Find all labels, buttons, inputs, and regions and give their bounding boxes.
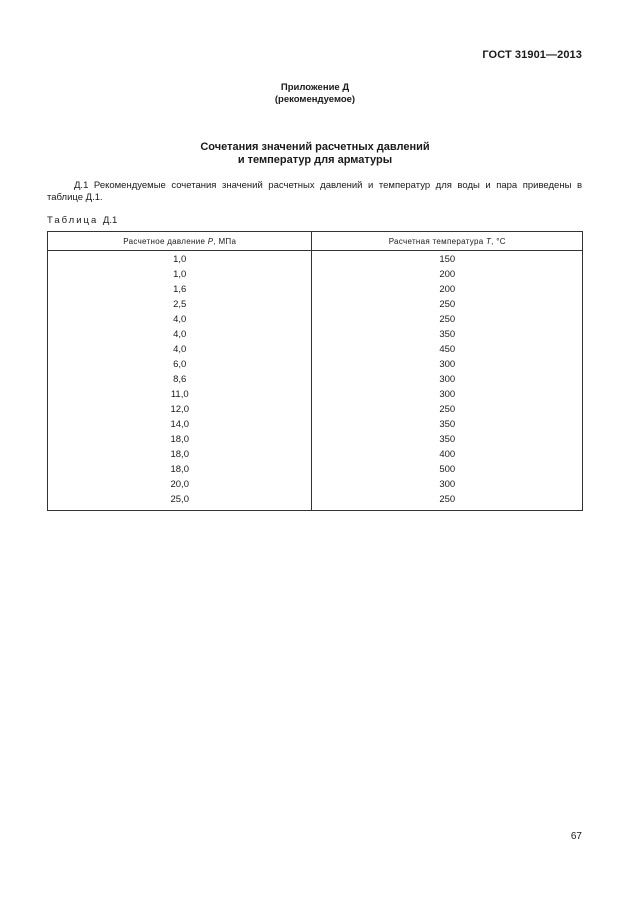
table-caption-label: Таблица [47,215,99,226]
pressure-cell: 18,0 [48,432,312,447]
temperature-cell: 300 [312,387,583,402]
table-row [48,312,583,327]
table-row [48,267,583,282]
pressure-cell: 11,0 [48,387,312,402]
table-row [48,357,583,372]
table-row [48,417,583,432]
temperature-cell: 250 [312,297,583,312]
pressure-cell: 25,0 [48,492,312,511]
temperature-cell: 350 [312,432,583,447]
table-row [48,372,583,387]
table-row [48,252,583,267]
appendix-title: Приложение Д [280,82,350,93]
table-row [48,282,583,297]
pressure-cell: 1,6 [48,282,312,297]
pressure-cell: 12,0 [48,402,312,417]
table-row [48,342,583,357]
pressure-cell: 6,0 [48,357,312,372]
table-caption [47,215,117,226]
temperature-cell: 350 [312,327,583,342]
pressure-cell: 14,0 [48,417,312,432]
table-row [48,327,583,342]
table-row [48,387,583,402]
document-code: ГОСТ 31901—2013 [482,49,582,61]
pressure-cell: 1,0 [48,252,312,267]
column-header-pressure: Расчетное давление P, МПа [48,232,312,251]
pressure-cell: 8,6 [48,372,312,387]
page-number: 67 [570,831,582,842]
table-row [48,447,583,462]
table-caption-number: Д.1 [102,215,118,226]
pressure-cell: 18,0 [48,462,312,477]
section-title [0,141,630,167]
temperature-cell: 300 [312,357,583,372]
temperature-cell: 300 [312,372,583,387]
pressure-cell: 18,0 [48,447,312,462]
pressure-symbol: P [207,236,214,246]
table-row [48,477,583,492]
body-paragraph: Д.1 Рекомендуемые сочетания значений расчетных давлений и температур для воды и пара приведены в таблице Д.1. [47,180,582,203]
temperature-cell: 250 [312,492,583,511]
pressure-cell: 4,0 [48,327,312,342]
pressure-cell: 1,0 [48,267,312,282]
pressure-cell: 4,0 [48,342,312,357]
table-header-row [48,232,583,251]
section-title-line-2: и температур для арматуры [237,154,393,166]
table-row [48,297,583,312]
pressure-cell: 4,0 [48,312,312,327]
column-header-temperature: Расчетная температура T, °С [312,232,583,251]
temperature-cell: 450 [312,342,583,357]
table-row [48,462,583,477]
table-row [48,402,583,417]
temperature-cell: 200 [312,267,583,282]
temperature-cell: 350 [312,417,583,432]
table-row [48,492,583,511]
temperature-cell: 200 [312,282,583,297]
temperature-cell: 500 [312,462,583,477]
temperature-symbol: T [485,236,492,246]
section-title-line-1: Сочетания значений расчетных давлений [200,141,430,153]
pressure-cell: 2,5 [48,297,312,312]
pressure-temperature-table [47,231,583,511]
temperature-cell: 150 [312,252,583,267]
temperature-cell: 250 [312,312,583,327]
temperature-cell: 250 [312,402,583,417]
temperature-cell: 300 [312,477,583,492]
table-row [48,432,583,447]
appendix-heading [0,82,630,106]
appendix-status: (рекомендуемое) [274,94,356,105]
temperature-cell: 400 [312,447,583,462]
pressure-cell: 20,0 [48,477,312,492]
